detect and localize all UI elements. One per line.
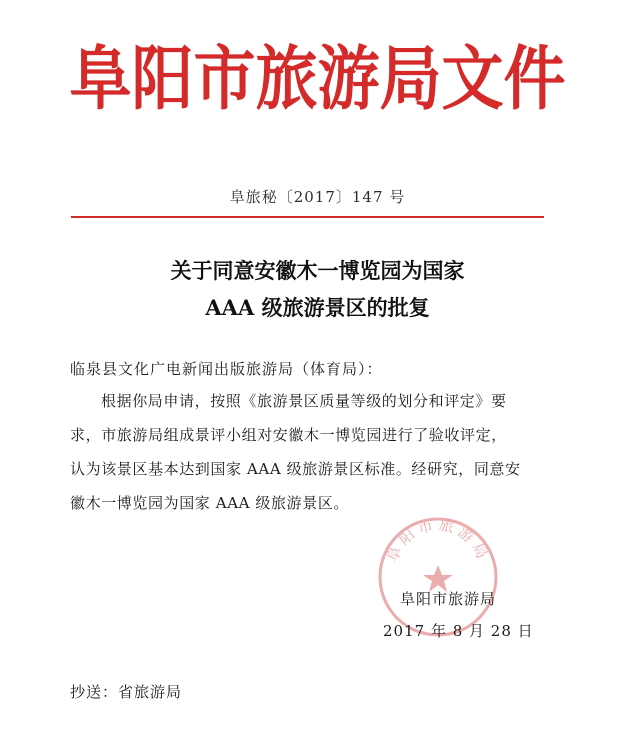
addressee: 临泉县文化广电新闻出版旅游局（体育局）： bbox=[70, 360, 383, 378]
document-number: 阜旅秘〔2017〕147 号 bbox=[229, 188, 406, 206]
masthead-title: 阜阳市旅游局文件 bbox=[69, 37, 566, 120]
signature-organization: 阜阳市旅游局 bbox=[400, 590, 497, 608]
svg-text:阜阳市旅游局 bbox=[383, 515, 493, 564]
carbon-copy-line: 抄送：省旅游局 bbox=[70, 683, 183, 701]
body-line-1: 根据你局申请，按照《旅游景区质量等级的划分和评定》要 bbox=[101, 392, 507, 410]
body-line-2: 求，市旅游局组成景评小组对安徽木一博览园进行了验收评定， bbox=[70, 426, 507, 444]
seal-text: 阜阳市旅游局 bbox=[383, 515, 493, 565]
document-title-line-2: AAA 级旅游景区的批复 bbox=[205, 295, 430, 320]
body-line-4: 徽木一博览园为国家 AAA 级旅游景区。 bbox=[70, 494, 350, 512]
red-divider-line bbox=[71, 216, 544, 218]
body-line-3: 认为该景区基本达到国家 AAA 级旅游景区标准。经研究，同意安 bbox=[70, 460, 521, 478]
signature-date: 2017 年 8 月 28 日 bbox=[383, 622, 534, 640]
document-title-line-1: 关于同意安徽木一博览园为国家 bbox=[170, 258, 465, 283]
